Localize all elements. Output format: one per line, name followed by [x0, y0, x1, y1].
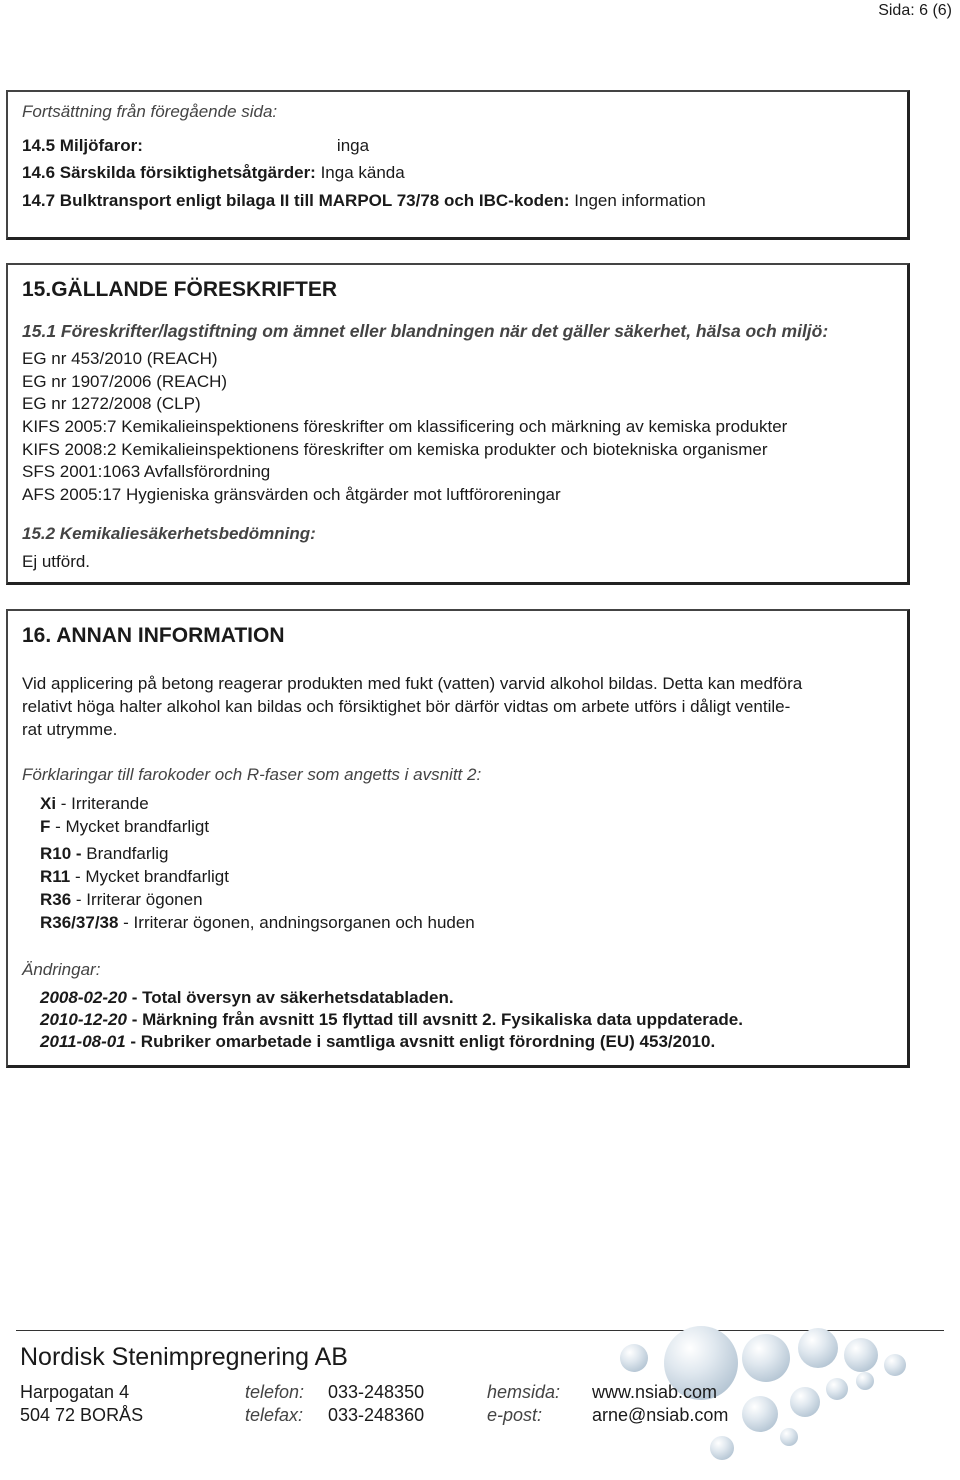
paragraph-line: relativt höga halter alkohol kan bildas och försiktighet bör därför vidtas om arbete utförs i dåligt ventile-: [22, 697, 791, 716]
change-text: - Rubriker omarbetade i samtliga avsnitt enligt förordning (EU) 453/2010.: [125, 1032, 716, 1051]
legend-heading: Förklaringar till farokoder och R-faser som angetts i avsnitt 2:: [22, 765, 482, 784]
phone-label: telefon:: [245, 1382, 305, 1402]
bubble-icon: [742, 1334, 790, 1382]
code: R36/37/38: [40, 913, 119, 932]
fax-number: 033-248360: [328, 1405, 425, 1425]
description: - Irriterar ögonen, andningsorganen och huden: [118, 913, 475, 932]
change-date: 2010-12-20: [40, 1010, 127, 1029]
r-phrase-item: [40, 913, 475, 933]
website-label: hemsida:: [487, 1382, 561, 1402]
change-date: 2011-08-01: [40, 1032, 126, 1051]
regulation-item: EG nr 1272/2008 (CLP): [22, 394, 201, 413]
description: - Mycket brandfarligt: [70, 867, 229, 886]
bubble-icon: [826, 1378, 848, 1400]
bubble-icon: [710, 1436, 734, 1460]
paragraph-line: rat utrymme.: [22, 720, 118, 739]
section-15-2-heading: 15.2 Kemikaliesäkerhetsbedömning:: [22, 524, 316, 543]
bubble-icon: [742, 1396, 778, 1432]
description: - Irriterande: [56, 794, 149, 813]
bubble-icon: [856, 1372, 874, 1390]
bubble-icon: [884, 1354, 906, 1376]
bubble-icon: [790, 1387, 820, 1417]
paragraph-line: Vid applicering på betong reagerar produkten med fukt (vatten) varvid alkohol bildas. Detta kan medföra: [22, 674, 803, 693]
section-15-box: [6, 263, 910, 585]
website-link[interactable]: www.nsiab.com: [592, 1382, 718, 1402]
email-link[interactable]: arne@nsiab.com: [592, 1405, 729, 1425]
hazard-code-item: [40, 794, 149, 814]
r-phrase-item: [40, 890, 203, 910]
continuation-note: Fortsättning från föregående sida:: [22, 102, 278, 121]
code: R10 -: [40, 844, 82, 863]
section-14-box: [6, 90, 910, 240]
row-label: 14.5 Miljöfaror:: [22, 136, 143, 155]
change-item: [40, 988, 454, 1008]
row-label: 14.7 Bulktransport enligt bilaga II till MARPOL 73/78 och IBC-koden:: [22, 191, 570, 210]
bubble-icon: [780, 1428, 798, 1446]
bubble-icon: [798, 1328, 838, 1368]
street-address: Harpogatan 4: [20, 1382, 130, 1402]
section-15-1-heading: 15.1 Föreskrifter/lagstiftning om ämnet eller blandningen när det gäller säkerhet, hälsa och miljö:: [22, 321, 829, 341]
description: - Mycket brandfarligt: [50, 817, 210, 836]
regulation-item: SFS 2001:1063 Avfallsförordning: [22, 462, 271, 481]
r-phrase-item: [40, 867, 229, 887]
change-date: 2008-02-20: [40, 988, 127, 1007]
row-14-5: [22, 136, 369, 156]
fax-label: telefax:: [245, 1405, 304, 1425]
bubble-icon: [620, 1344, 648, 1372]
row-14-6: [22, 163, 405, 183]
section-16-title: 16. ANNAN INFORMATION: [22, 624, 285, 647]
row-label: 14.6 Särskilda försiktighetsåtgärder:: [22, 163, 316, 182]
changes-heading: Ändringar:: [22, 960, 101, 979]
company-name: Nordisk Stenimpregnering AB: [20, 1343, 348, 1371]
section-16-box: [6, 609, 910, 1068]
regulation-item: EG nr 1907/2006 (REACH): [22, 372, 228, 391]
regulation-item: EG nr 453/2010 (REACH): [22, 349, 218, 368]
footer-divider: [16, 1330, 944, 1331]
r-phrase-item: [40, 844, 169, 864]
row-value: inga: [336, 136, 370, 155]
change-item: [40, 1010, 743, 1030]
regulation-item: AFS 2005:17 Hygieniska gränsvärden och åtgärder mot luftföroreningar: [22, 485, 561, 504]
regulation-item: KIFS 2005:7 Kemikalieinspektionens föreskrifter om klassificering och märkning av kemiska produkter: [22, 417, 788, 436]
hazard-code-item: [40, 817, 209, 837]
phone-number: 033-248350: [328, 1382, 425, 1402]
change-item: [40, 1032, 715, 1052]
description: Brandfarlig: [81, 844, 169, 863]
postal-address: 504 72 BORÅS: [20, 1405, 144, 1425]
row-value: Ingen information: [574, 191, 706, 210]
row-value: Inga kända: [320, 163, 405, 182]
change-text: - Total översyn av säkerhetsdatabladen.: [126, 988, 454, 1007]
section-15-2-value: Ej utförd.: [22, 552, 91, 571]
description: - Irriterar ögonen: [71, 890, 203, 909]
code: Xi: [40, 794, 57, 813]
change-text: - Märkning från avsnitt 15 flyttad till avsnitt 2. Fysikaliska data uppdaterade.: [126, 1010, 743, 1029]
code: R11: [40, 867, 71, 886]
email-label: e-post:: [487, 1405, 543, 1425]
section-15-title: 15.GÄLLANDE FÖRESKRIFTER: [22, 278, 338, 301]
page-number: Sida: 6 (6): [878, 2, 952, 19]
code: F: [40, 817, 51, 836]
bubble-icon: [844, 1338, 878, 1372]
regulation-item: KIFS 2008:2 Kemikalieinspektionens föreskrifter om kemiska produkter och biotekniska organismer: [22, 440, 768, 459]
code: R36: [40, 890, 72, 909]
row-14-7: [22, 191, 706, 211]
